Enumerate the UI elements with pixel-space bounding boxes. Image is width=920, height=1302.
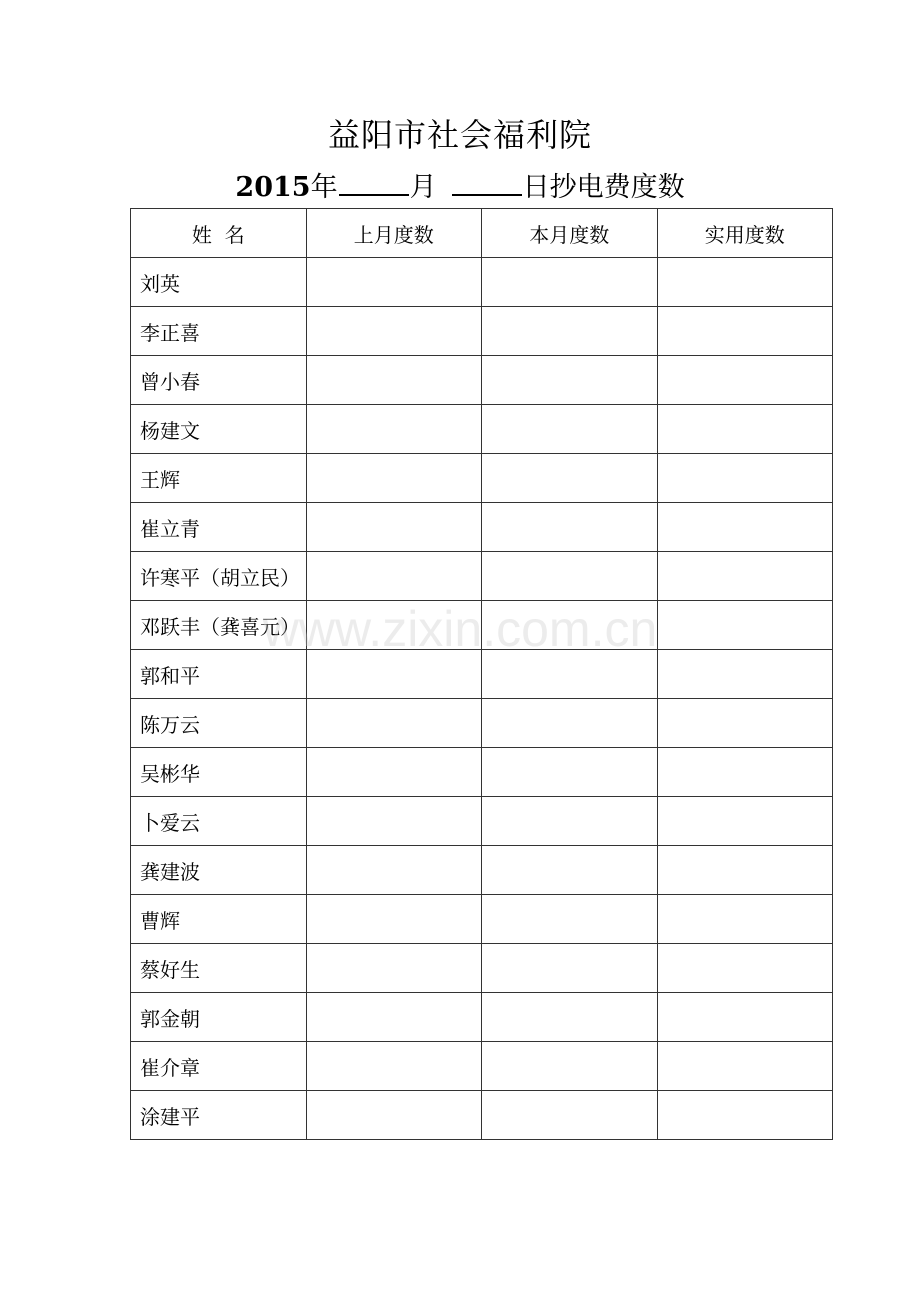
table-row [131, 1091, 833, 1140]
actual-usage-cell[interactable] [657, 895, 833, 944]
last-month-cell[interactable] [306, 944, 482, 993]
subtitle-year: 2015 [235, 172, 311, 203]
actual-usage-cell[interactable] [657, 454, 833, 503]
table-row [131, 601, 833, 650]
header-name: 姓 名 [131, 209, 307, 258]
actual-usage-cell[interactable] [657, 405, 833, 454]
resident-name-cell: 陈万云 [131, 699, 307, 748]
this-month-cell[interactable] [482, 454, 658, 503]
resident-name-cell: 涂建平 [131, 1091, 307, 1140]
resident-name-cell: 卜爱云 [131, 797, 307, 846]
last-month-cell[interactable] [306, 356, 482, 405]
resident-name-cell: 曾小春 [131, 356, 307, 405]
this-month-cell[interactable] [482, 797, 658, 846]
this-month-cell[interactable] [482, 748, 658, 797]
resident-name-cell: 许寒平（胡立民） [131, 552, 307, 601]
resident-name-cell: 邓跃丰（龚喜元） [131, 601, 307, 650]
actual-usage-cell[interactable] [657, 258, 833, 307]
table-header-row [131, 209, 833, 258]
resident-name-cell: 李正喜 [131, 307, 307, 356]
actual-usage-cell[interactable] [657, 356, 833, 405]
table-row [131, 552, 833, 601]
actual-usage-cell[interactable] [657, 699, 833, 748]
this-month-cell[interactable] [482, 650, 658, 699]
table-row [131, 1042, 833, 1091]
last-month-cell[interactable] [306, 797, 482, 846]
resident-name-cell: 吴彬华 [131, 748, 307, 797]
last-month-cell[interactable] [306, 699, 482, 748]
resident-name-cell: 郭和平 [131, 650, 307, 699]
resident-name-cell: 崔立青 [131, 503, 307, 552]
actual-usage-cell[interactable] [657, 601, 833, 650]
last-month-cell[interactable] [306, 552, 482, 601]
last-month-cell[interactable] [306, 650, 482, 699]
this-month-cell[interactable] [482, 356, 658, 405]
table-body [131, 258, 833, 1140]
actual-usage-cell[interactable] [657, 846, 833, 895]
table-row [131, 258, 833, 307]
watermark: www.zixin.com.cn [262, 601, 658, 657]
this-month-cell[interactable] [482, 944, 658, 993]
last-month-cell[interactable] [306, 258, 482, 307]
table-row [131, 797, 833, 846]
actual-usage-cell[interactable] [657, 650, 833, 699]
this-month-cell[interactable] [482, 258, 658, 307]
day-blank-line[interactable] [452, 164, 522, 196]
header-this-month: 本月度数 [482, 209, 658, 258]
resident-name-cell: 王辉 [131, 454, 307, 503]
table-row [131, 699, 833, 748]
table-row [131, 307, 833, 356]
actual-usage-cell[interactable] [657, 1091, 833, 1140]
table-row [131, 895, 833, 944]
header-last-month: 上月度数 [306, 209, 482, 258]
last-month-cell[interactable] [306, 1091, 482, 1140]
actual-usage-cell[interactable] [657, 552, 833, 601]
table-row [131, 944, 833, 993]
document-subtitle [0, 164, 920, 208]
table-row [131, 454, 833, 503]
month-blank-line[interactable] [339, 164, 409, 196]
table-row [131, 503, 833, 552]
actual-usage-cell[interactable] [657, 1042, 833, 1091]
last-month-cell[interactable] [306, 748, 482, 797]
this-month-cell[interactable] [482, 993, 658, 1042]
resident-name-cell: 崔介章 [131, 1042, 307, 1091]
resident-name-cell: 龚建波 [131, 846, 307, 895]
resident-name-cell: 杨建文 [131, 405, 307, 454]
table-row [131, 650, 833, 699]
subtitle-suffix: 日抄电费度数 [522, 172, 685, 203]
actual-usage-cell[interactable] [657, 307, 833, 356]
electricity-reading-table [130, 208, 833, 1140]
this-month-cell[interactable] [482, 846, 658, 895]
last-month-cell[interactable] [306, 454, 482, 503]
resident-name-cell: 曹辉 [131, 895, 307, 944]
actual-usage-cell[interactable] [657, 748, 833, 797]
table-row [131, 405, 833, 454]
this-month-cell[interactable] [482, 552, 658, 601]
header-actual-usage: 实用度数 [657, 209, 833, 258]
this-month-cell[interactable] [482, 601, 658, 650]
last-month-cell[interactable] [306, 1042, 482, 1091]
subtitle-month-char: 月 [409, 172, 437, 203]
this-month-cell[interactable] [482, 1091, 658, 1140]
last-month-cell[interactable] [306, 895, 482, 944]
subtitle-year-char: 年 [310, 172, 338, 203]
table-row [131, 846, 833, 895]
resident-name-cell: 刘英 [131, 258, 307, 307]
actual-usage-cell[interactable] [657, 993, 833, 1042]
last-month-cell[interactable] [306, 993, 482, 1042]
actual-usage-cell[interactable] [657, 797, 833, 846]
last-month-cell[interactable] [306, 601, 482, 650]
this-month-cell[interactable] [482, 1042, 658, 1091]
table-row [131, 993, 833, 1042]
this-month-cell[interactable] [482, 503, 658, 552]
resident-name-cell: 蔡好生 [131, 944, 307, 993]
last-month-cell[interactable] [306, 307, 482, 356]
last-month-cell[interactable] [306, 846, 482, 895]
actual-usage-cell[interactable] [657, 944, 833, 993]
this-month-cell[interactable] [482, 307, 658, 356]
last-month-cell[interactable] [306, 503, 482, 552]
actual-usage-cell[interactable] [657, 503, 833, 552]
resident-name-cell: 郭金朝 [131, 993, 307, 1042]
table-row [131, 748, 833, 797]
table-row [131, 356, 833, 405]
last-month-cell[interactable] [306, 405, 482, 454]
this-month-cell[interactable] [482, 895, 658, 944]
this-month-cell[interactable] [482, 699, 658, 748]
document-title: 益阳市社会福利院 [327, 116, 592, 154]
this-month-cell[interactable] [482, 405, 658, 454]
